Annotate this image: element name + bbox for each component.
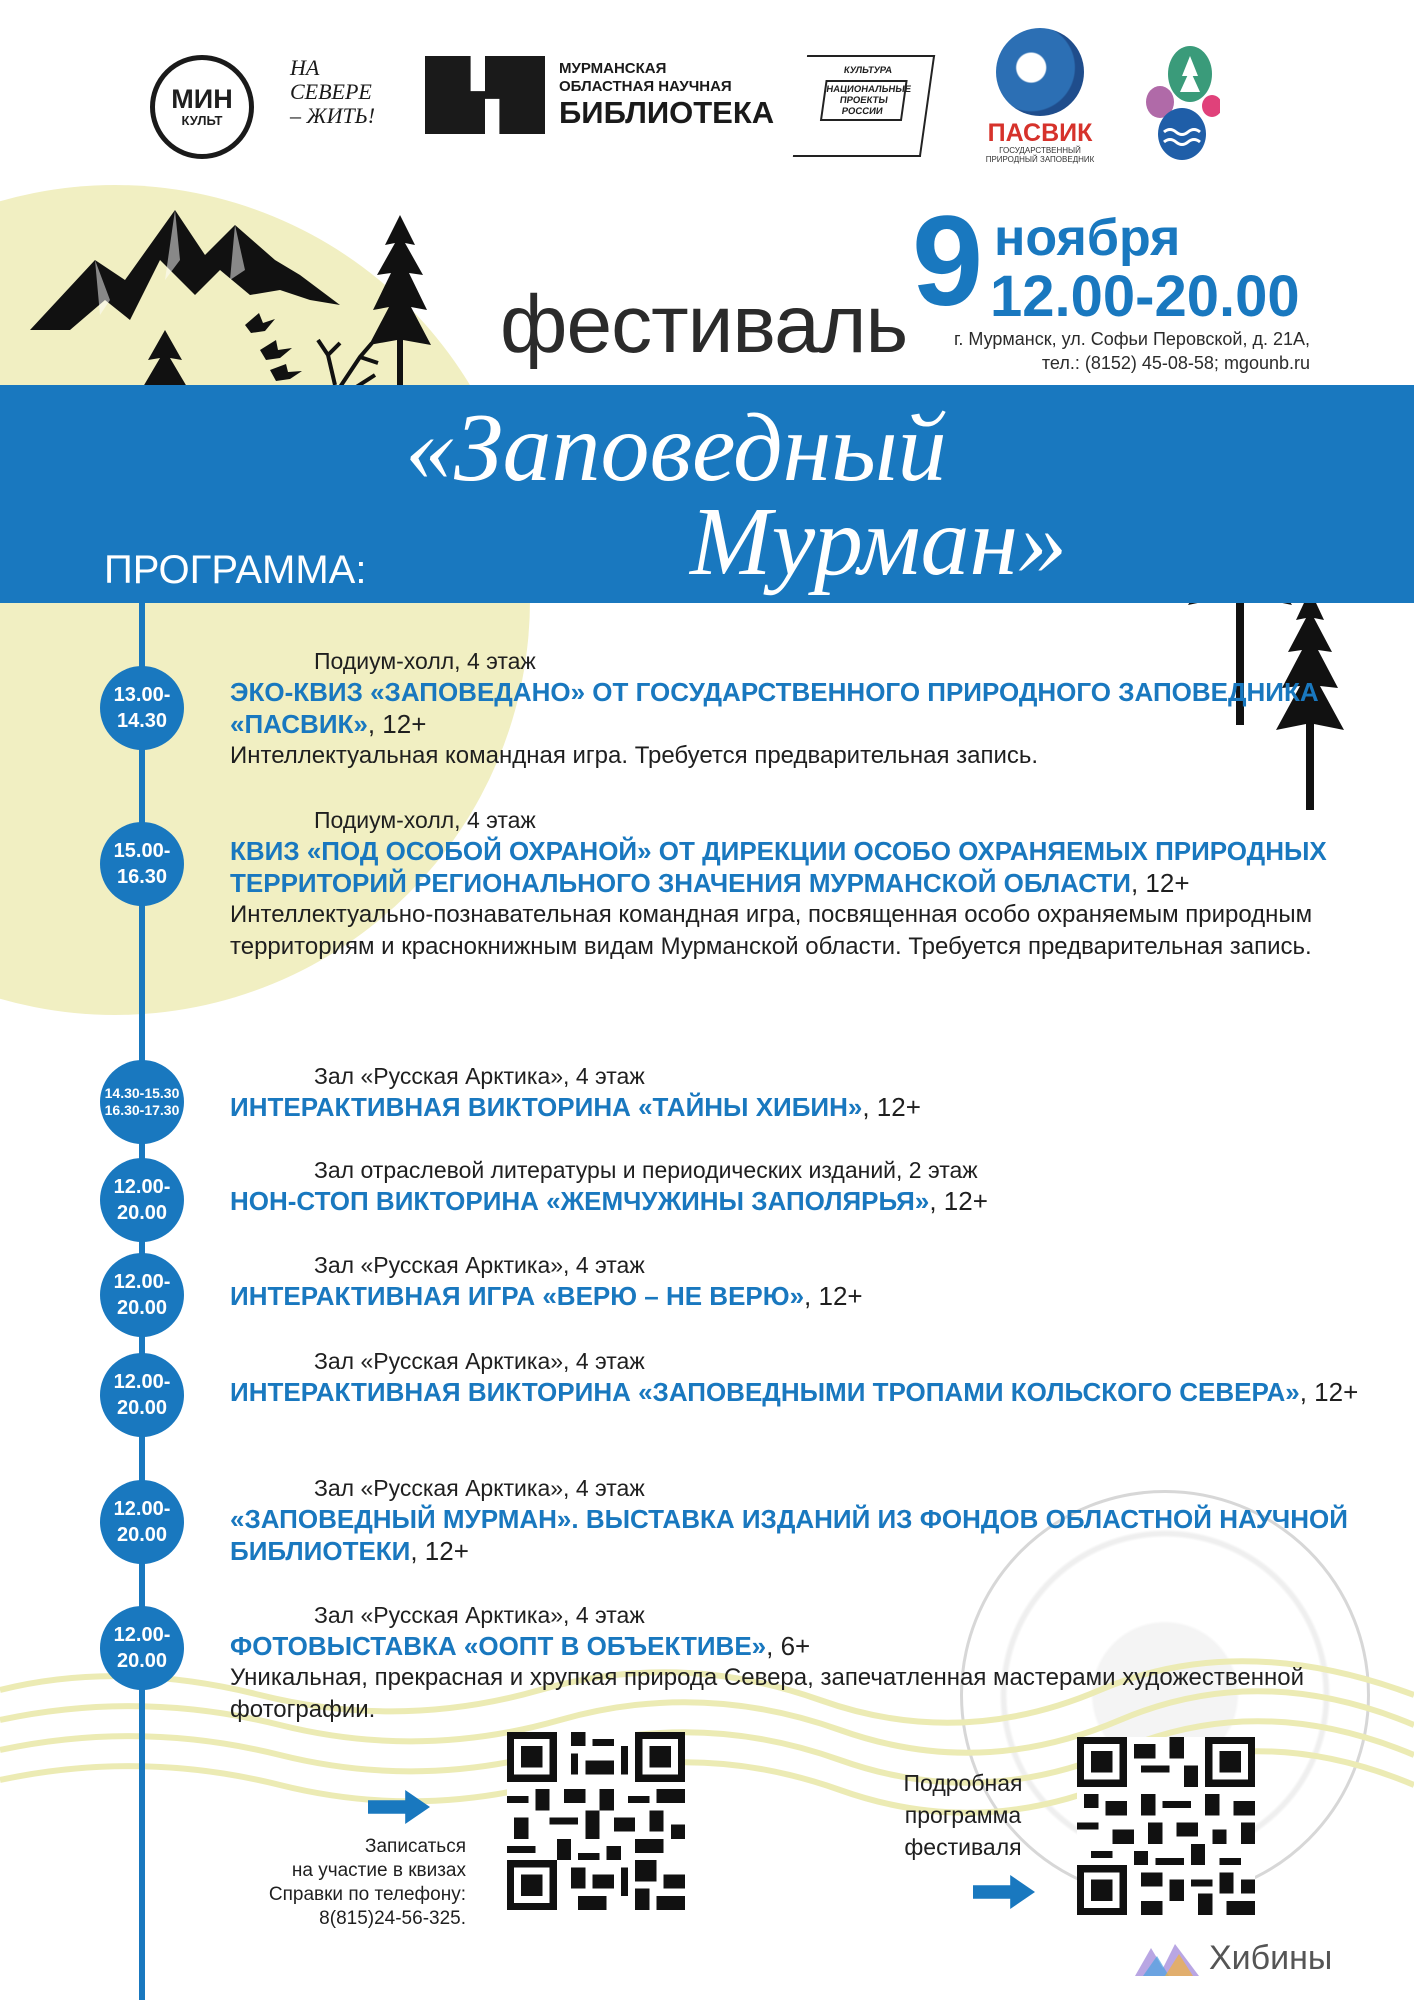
program-item: Зал отраслевой литературы и периодических изданий, 2 этаж НОН-СТОП ВИКТОРИНА «ЖЕМЧУЖИНЫ ЗАПОЛЯРЬЯ», 12+ xyxy=(230,1157,988,1216)
signup-note: Записаться на участие в квизах Справки по телефону: 8(815)24-56-325. xyxy=(268,1836,466,1929)
library-mark-icon xyxy=(425,56,545,134)
pasvik-emblem-icon xyxy=(996,28,1084,116)
time-badge: 14.30-15.30 16.30-17.30 xyxy=(100,1060,184,1144)
pasvik-logo: ПАСВИК ГОСУДАРСТВЕННЫЙ ПРИРОДНЫЙ ЗАПОВЕДНИК xyxy=(985,28,1095,164)
time-badge: 12.00- 20.00 xyxy=(100,1353,184,1437)
arrow-right-icon xyxy=(973,1875,1035,1909)
khibiny-watermark: Хибины xyxy=(1135,1938,1332,1978)
time-badge: 12.00- 20.00 xyxy=(100,1253,184,1337)
program-item: Зал «Русская Арктика», 4 этаж ФОТОВЫСТАВКА «ООПТ В ОБЪЕКТИВЕ», 6+ Уникальная, прекрасная и хрупкая природа Севера, запечатленная мастерами художественной фотографии. xyxy=(230,1602,1304,1723)
event-month: ноября xyxy=(994,209,1181,267)
time-badge: 12.00- 20.00 xyxy=(100,1158,184,1242)
event-time: 12.00-20.00 xyxy=(990,264,1300,329)
library-logo: МУРМАНСКАЯ ОБЛАСТНАЯ НАУЧНАЯ БИБЛИОТЕКА xyxy=(425,55,790,135)
program-item: Подиум-холл, 4 этаж ЭКО-КВИЗ «ЗАПОВЕДАНО» ОТ ГОСУДАРСТВЕННОГО ПРИРОДНОГО ЗАПОВЕДНИКА «ПАСВИК», 12+ Интеллектуальная командная игра. Требуется предварительная запись. xyxy=(230,648,1319,769)
festival-title-line1: «Заповедный xyxy=(405,394,947,502)
details-note: Подробная программа фестиваля xyxy=(903,1770,1023,1860)
national-projects-logo: КУЛЬТУРА НАЦИОНАЛЬНЫЕ ПРОЕКТЫ РОССИИ xyxy=(793,55,935,157)
festival-label: фестиваль xyxy=(500,279,908,370)
protected-areas-logo-icon xyxy=(1140,44,1220,164)
event-day: 9 xyxy=(912,190,984,333)
program-item: Зал «Русская Арктика», 4 этаж ИНТЕРАКТИВНАЯ ВИКТОРИНА «ЗАПОВЕДНЫМИ ТРОПАМИ КОЛЬСКОГО СЕВЕРА», 12+ xyxy=(230,1348,1359,1407)
time-badge: 12.00- 20.00 xyxy=(100,1606,184,1690)
time-badge: 15.00- 16.30 xyxy=(100,822,184,906)
program-qr-code[interactable] xyxy=(1077,1737,1255,1915)
festival-title-line2: Мурман» xyxy=(690,488,1068,596)
minkult-logo: МИН КУЛЬТ xyxy=(150,55,254,159)
program-heading: ПРОГРАММА: xyxy=(104,548,367,592)
time-badge: 12.00- 20.00 xyxy=(100,1480,184,1564)
na-severe-zhit-logo: НА СЕВЕРЕ – ЖИТЬ! xyxy=(290,55,376,128)
program-item: Подиум-холл, 4 этаж КВИЗ «ПОД ОСОБОЙ ОХРАНОЙ» ОТ ДИРЕКЦИИ ОСОБО ОХРАНЯЕМЫХ ПРИРОДНЫХ ТЕРРИТОРИЙ РЕГИОНАЛЬНОГО ЗНАЧЕНИЯ МУРМАНСКОЙ ОБЛАСТИ, 12+ Интеллектуально-познавательная командная игра, посвященная особо охраняемым природным территориям и краснокнижным видам Мурманской области. Требуется предварительная запись. xyxy=(230,807,1327,960)
time-badge: 13.00- 14.30 xyxy=(100,666,184,750)
khibiny-mountains-icon xyxy=(1135,1938,1199,1978)
program-item: Зал «Русская Арктика», 4 этаж ИНТЕРАКТИВНАЯ ВИКТОРИНА «ТАЙНЫ ХИБИН», 12+ xyxy=(230,1063,921,1122)
signup-qr-code[interactable] xyxy=(507,1732,685,1910)
program-item: Зал «Русская Арктика», 4 этаж ИНТЕРАКТИВНАЯ ИГРА «ВЕРЮ – НЕ ВЕРЮ», 12+ xyxy=(230,1252,863,1311)
event-address: г. Мурманск, ул. Софьи Перовской, д. 21А, тел.: (8152) 45-08-58; mgounb.ru xyxy=(954,329,1310,373)
program-item: Зал «Русская Арктика», 4 этаж «ЗАПОВЕДНЫЙ МУРМАН». ВЫСТАВКА ИЗДАНИЙ ИЗ ФОНДОВ ОБЛАСТНОЙ НАУЧНОЙ БИБЛИОТЕКИ, 12+ xyxy=(230,1475,1348,1566)
